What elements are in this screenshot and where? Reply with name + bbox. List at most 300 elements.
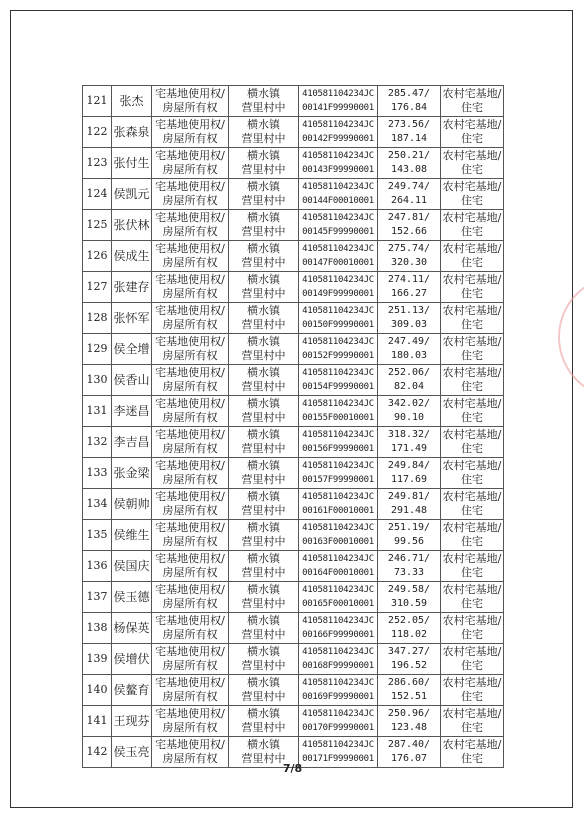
row-number-cell: 128 xyxy=(83,303,112,334)
right-type-line: 房屋所有权 xyxy=(162,721,218,734)
right-type-line: 房屋所有权 xyxy=(162,194,218,207)
location-cell xyxy=(229,644,299,675)
right-type-line: 房屋所有权 xyxy=(162,225,218,238)
land-use-line: 农村宅基地/ xyxy=(442,428,502,441)
owner-name-cell: 张付生 xyxy=(112,148,152,179)
parcel-code-cell xyxy=(299,427,378,458)
owner-name-cell: 侯玉亮 xyxy=(112,737,152,768)
row-number-cell: 122 xyxy=(83,117,112,148)
area-cell xyxy=(378,551,441,582)
right-type-cell xyxy=(152,396,229,427)
right-type-cell xyxy=(152,644,229,675)
area-line: 152.51 xyxy=(390,691,428,702)
location-line: 营里村中 xyxy=(241,349,286,362)
land-use-cell xyxy=(441,117,504,148)
land-use-line: 住宅 xyxy=(461,535,483,548)
location-cell xyxy=(229,210,299,241)
right-type-line: 房屋所有权 xyxy=(162,597,218,610)
land-use-cell xyxy=(441,551,504,582)
area-cell xyxy=(378,365,441,396)
parcel-code-line: 00168F99990001 xyxy=(302,661,374,671)
land-use-line: 住宅 xyxy=(461,473,483,486)
right-type-line: 宅基地使用权/ xyxy=(155,304,225,317)
area-cell xyxy=(378,489,441,520)
table-row xyxy=(83,272,504,303)
table-row xyxy=(83,551,504,582)
location-cell xyxy=(229,613,299,644)
parcel-code-line: 410581104234JC xyxy=(302,678,374,688)
right-type-line: 宅基地使用权/ xyxy=(155,397,225,410)
owner-name-cell: 侯凯元 xyxy=(112,179,152,210)
registration-table xyxy=(82,85,504,768)
location-line: 营里村中 xyxy=(241,721,286,734)
area-cell xyxy=(378,334,441,365)
row-number-cell: 125 xyxy=(83,210,112,241)
right-type-cell xyxy=(152,365,229,396)
area-line: 275.74/ xyxy=(387,243,431,254)
land-use-cell xyxy=(441,427,504,458)
land-use-line: 住宅 xyxy=(461,256,483,269)
parcel-code-line: 00161F00010001 xyxy=(302,506,374,516)
row-number-cell: 141 xyxy=(83,706,112,737)
owner-name-cell: 张伏林 xyxy=(112,210,152,241)
land-use-line: 住宅 xyxy=(461,132,483,145)
right-type-line: 宅基地使用权/ xyxy=(155,521,225,534)
row-number-cell: 126 xyxy=(83,241,112,272)
land-use-line: 农村宅基地/ xyxy=(442,459,502,472)
land-use-cell xyxy=(441,396,504,427)
row-number-cell: 133 xyxy=(83,458,112,489)
parcel-code-line: 00141F99990001 xyxy=(302,103,374,113)
right-type-cell xyxy=(152,86,229,117)
parcel-code-line: 410581104234JC xyxy=(302,647,374,657)
location-line: 营里村中 xyxy=(241,690,286,703)
right-type-cell xyxy=(152,675,229,706)
right-type-line: 宅基地使用权/ xyxy=(155,242,225,255)
area-line: 252.06/ xyxy=(387,367,431,378)
location-line: 横水镇 xyxy=(247,707,280,720)
area-line: 249.74/ xyxy=(387,181,431,192)
table-row xyxy=(83,396,504,427)
location-line: 横水镇 xyxy=(247,614,280,627)
area-cell xyxy=(378,706,441,737)
area-line: 143.08 xyxy=(390,164,428,175)
right-type-line: 房屋所有权 xyxy=(162,132,218,145)
row-number-cell: 142 xyxy=(83,737,112,768)
right-type-line: 宅基地使用权/ xyxy=(155,583,225,596)
parcel-code-line: 00147F00010001 xyxy=(302,258,374,268)
location-cell xyxy=(229,675,299,706)
right-type-line: 房屋所有权 xyxy=(162,442,218,455)
location-line: 营里村中 xyxy=(241,473,286,486)
table-row xyxy=(83,210,504,241)
parcel-code-line: 410581104234JC xyxy=(302,306,374,316)
area-line: 274.11/ xyxy=(387,274,431,285)
right-type-line: 宅基地使用权/ xyxy=(155,87,225,100)
land-use-cell xyxy=(441,675,504,706)
right-type-line: 宅基地使用权/ xyxy=(155,428,225,441)
owner-name-cell: 侯国庆 xyxy=(112,551,152,582)
right-type-line: 宅基地使用权/ xyxy=(155,490,225,503)
land-use-cell xyxy=(441,520,504,551)
location-line: 横水镇 xyxy=(247,366,280,379)
parcel-code-line: 00163F00010001 xyxy=(302,537,374,547)
area-line: 166.27 xyxy=(390,288,428,299)
parcel-code-cell xyxy=(299,520,378,551)
land-use-cell xyxy=(441,706,504,737)
right-type-line: 房屋所有权 xyxy=(162,659,218,672)
parcel-code-cell xyxy=(299,489,378,520)
parcel-code-line: 410581104234JC xyxy=(302,182,374,192)
area-line: 176.84 xyxy=(390,102,428,113)
land-use-line: 住宅 xyxy=(461,318,483,331)
area-line: 171.49 xyxy=(390,443,428,454)
area-cell xyxy=(378,210,441,241)
parcel-code-line: 410581104234JC xyxy=(302,554,374,564)
parcel-code-cell xyxy=(299,303,378,334)
parcel-code-cell xyxy=(299,582,378,613)
area-line: 249.84/ xyxy=(387,460,431,471)
parcel-code-cell xyxy=(299,675,378,706)
area-line: 90.10 xyxy=(393,412,425,423)
land-use-line: 住宅 xyxy=(461,690,483,703)
table-row xyxy=(83,179,504,210)
parcel-code-line: 410581104234JC xyxy=(302,430,374,440)
owner-name-cell: 侯维生 xyxy=(112,520,152,551)
right-type-line: 房屋所有权 xyxy=(162,535,218,548)
area-line: 309.03 xyxy=(390,319,428,330)
land-use-cell xyxy=(441,303,504,334)
area-line: 118.02 xyxy=(390,629,428,640)
land-use-line: 农村宅基地/ xyxy=(442,149,502,162)
table-row xyxy=(83,582,504,613)
land-use-line: 住宅 xyxy=(461,349,483,362)
right-type-cell xyxy=(152,582,229,613)
location-line: 横水镇 xyxy=(247,521,280,534)
parcel-code-line: 410581104234JC xyxy=(302,523,374,533)
area-cell xyxy=(378,458,441,489)
right-type-line: 房屋所有权 xyxy=(162,566,218,579)
parcel-code-cell xyxy=(299,334,378,365)
right-type-cell xyxy=(152,613,229,644)
parcel-code-cell xyxy=(299,148,378,179)
location-line: 横水镇 xyxy=(247,676,280,689)
parcel-code-line: 00152F99990001 xyxy=(302,351,374,361)
parcel-code-cell xyxy=(299,117,378,148)
row-number-cell: 138 xyxy=(83,613,112,644)
location-line: 营里村中 xyxy=(241,752,286,765)
area-cell xyxy=(378,272,441,303)
location-line: 营里村中 xyxy=(241,194,286,207)
parcel-code-line: 00149F99990001 xyxy=(302,289,374,299)
row-number-cell: 135 xyxy=(83,520,112,551)
area-line: 249.58/ xyxy=(387,584,431,595)
land-use-line: 农村宅基地/ xyxy=(442,614,502,627)
area-line: 246.71/ xyxy=(387,553,431,564)
parcel-code-line: 410581104234JC xyxy=(302,244,374,254)
location-cell xyxy=(229,489,299,520)
location-line: 营里村中 xyxy=(241,442,286,455)
owner-name-cell: 侯鳌育 xyxy=(112,675,152,706)
right-type-line: 宅基地使用权/ xyxy=(155,459,225,472)
land-use-line: 住宅 xyxy=(461,628,483,641)
right-type-line: 房屋所有权 xyxy=(162,504,218,517)
row-number-cell: 131 xyxy=(83,396,112,427)
land-use-line: 农村宅基地/ xyxy=(442,180,502,193)
land-use-line: 住宅 xyxy=(461,504,483,517)
parcel-code-cell xyxy=(299,396,378,427)
parcel-code-cell xyxy=(299,458,378,489)
area-line: 318.32/ xyxy=(387,429,431,440)
land-use-line: 农村宅基地/ xyxy=(442,397,502,410)
right-type-cell xyxy=(152,458,229,489)
land-use-line: 农村宅基地/ xyxy=(442,118,502,131)
parcel-code-line: 410581104234JC xyxy=(302,492,374,502)
right-type-line: 宅基地使用权/ xyxy=(155,335,225,348)
parcel-code-cell xyxy=(299,551,378,582)
table-row xyxy=(83,241,504,272)
location-cell xyxy=(229,86,299,117)
right-type-cell xyxy=(152,520,229,551)
parcel-code-line: 00154F99990001 xyxy=(302,382,374,392)
right-type-line: 房屋所有权 xyxy=(162,287,218,300)
right-type-line: 宅基地使用权/ xyxy=(155,552,225,565)
parcel-code-line: 410581104234JC xyxy=(302,337,374,347)
right-type-line: 宅基地使用权/ xyxy=(155,118,225,131)
parcel-code-line: 410581104234JC xyxy=(302,740,374,750)
area-line: 285.47/ xyxy=(387,88,431,99)
area-line: 291.48 xyxy=(390,505,428,516)
area-line: 310.59 xyxy=(390,598,428,609)
right-type-line: 房屋所有权 xyxy=(162,318,218,331)
location-line: 营里村中 xyxy=(241,566,286,579)
parcel-code-line: 410581104234JC xyxy=(302,709,374,719)
land-use-line: 住宅 xyxy=(461,442,483,455)
row-number-cell: 129 xyxy=(83,334,112,365)
right-type-cell xyxy=(152,334,229,365)
owner-name-cell: 侯全增 xyxy=(112,334,152,365)
right-type-line: 房屋所有权 xyxy=(162,690,218,703)
location-cell xyxy=(229,117,299,148)
location-line: 横水镇 xyxy=(247,428,280,441)
parcel-code-cell xyxy=(299,241,378,272)
table-row xyxy=(83,148,504,179)
location-cell xyxy=(229,396,299,427)
area-line: 247.81/ xyxy=(387,212,431,223)
location-line: 横水镇 xyxy=(247,583,280,596)
land-use-line: 住宅 xyxy=(461,566,483,579)
land-use-cell xyxy=(441,86,504,117)
table-row xyxy=(83,365,504,396)
location-line: 横水镇 xyxy=(247,738,280,751)
area-line: 342.02/ xyxy=(387,398,431,409)
row-number-cell: 137 xyxy=(83,582,112,613)
land-use-line: 农村宅基地/ xyxy=(442,676,502,689)
location-line: 营里村中 xyxy=(241,411,286,424)
parcel-code-line: 00143F99990001 xyxy=(302,165,374,175)
parcel-code-cell xyxy=(299,179,378,210)
land-use-line: 农村宅基地/ xyxy=(442,335,502,348)
location-line: 横水镇 xyxy=(247,180,280,193)
location-line: 营里村中 xyxy=(241,101,286,114)
area-cell xyxy=(378,241,441,272)
right-type-line: 房屋所有权 xyxy=(162,256,218,269)
owner-name-cell: 侯香山 xyxy=(112,365,152,396)
parcel-code-line: 00170F99990001 xyxy=(302,723,374,733)
location-cell xyxy=(229,551,299,582)
row-number-cell: 139 xyxy=(83,644,112,675)
row-number-cell: 124 xyxy=(83,179,112,210)
location-line: 营里村中 xyxy=(241,597,286,610)
right-type-cell xyxy=(152,179,229,210)
location-line: 营里村中 xyxy=(241,380,286,393)
land-use-line: 住宅 xyxy=(461,659,483,672)
row-number-cell: 132 xyxy=(83,427,112,458)
location-line: 营里村中 xyxy=(241,318,286,331)
row-number-cell: 134 xyxy=(83,489,112,520)
table-row xyxy=(83,303,504,334)
location-line: 营里村中 xyxy=(241,659,286,672)
location-cell xyxy=(229,303,299,334)
parcel-code-line: 410581104234JC xyxy=(302,399,374,409)
parcel-code-line: 00144F00010001 xyxy=(302,196,374,206)
land-use-cell xyxy=(441,241,504,272)
page-number: 7/8 xyxy=(282,762,303,775)
area-cell xyxy=(378,613,441,644)
row-number-cell: 127 xyxy=(83,272,112,303)
row-number-cell: 140 xyxy=(83,675,112,706)
land-use-line: 农村宅基地/ xyxy=(442,707,502,720)
parcel-code-cell xyxy=(299,644,378,675)
location-cell xyxy=(229,582,299,613)
owner-name-cell: 张建存 xyxy=(112,272,152,303)
land-use-line: 农村宅基地/ xyxy=(442,490,502,503)
location-line: 横水镇 xyxy=(247,242,280,255)
parcel-code-cell xyxy=(299,365,378,396)
parcel-code-line: 410581104234JC xyxy=(302,585,374,595)
location-line: 营里村中 xyxy=(241,132,286,145)
parcel-code-line: 410581104234JC xyxy=(302,616,374,626)
area-line: 250.96/ xyxy=(387,708,431,719)
owner-name-cell: 侯增伏 xyxy=(112,644,152,675)
area-line: 176.07 xyxy=(390,753,428,764)
area-line: 249.81/ xyxy=(387,491,431,502)
land-use-line: 住宅 xyxy=(461,721,483,734)
parcel-code-line: 00169F99990001 xyxy=(302,692,374,702)
owner-name-cell: 侯成生 xyxy=(112,241,152,272)
right-type-cell xyxy=(152,148,229,179)
parcel-code-line: 00165F00010001 xyxy=(302,599,374,609)
right-type-line: 宅基地使用权/ xyxy=(155,614,225,627)
row-number-cell: 130 xyxy=(83,365,112,396)
parcel-code-line: 410581104234JC xyxy=(302,120,374,130)
parcel-code-line: 00166F99990001 xyxy=(302,630,374,640)
right-type-line: 宅基地使用权/ xyxy=(155,149,225,162)
location-line: 横水镇 xyxy=(247,273,280,286)
right-type-line: 房屋所有权 xyxy=(162,473,218,486)
land-use-cell xyxy=(441,148,504,179)
parcel-code-line: 410581104234JC xyxy=(302,151,374,161)
parcel-code-line: 00171F99990001 xyxy=(302,754,374,764)
area-line: 82.04 xyxy=(393,381,425,392)
land-use-line: 农村宅基地/ xyxy=(442,552,502,565)
owner-name-cell: 杨保英 xyxy=(112,613,152,644)
area-line: 73.33 xyxy=(393,567,425,578)
parcel-code-line: 410581104234JC xyxy=(302,275,374,285)
seal-stamp xyxy=(558,270,584,400)
land-use-line: 住宅 xyxy=(461,101,483,114)
owner-name-cell: 张怀军 xyxy=(112,303,152,334)
table-row xyxy=(83,613,504,644)
right-type-line: 宅基地使用权/ xyxy=(155,676,225,689)
location-cell xyxy=(229,706,299,737)
owner-name-cell: 侯玉德 xyxy=(112,582,152,613)
land-use-line: 农村宅基地/ xyxy=(442,211,502,224)
right-type-cell xyxy=(152,489,229,520)
area-cell xyxy=(378,303,441,334)
right-type-cell xyxy=(152,706,229,737)
parcel-code-line: 00157F99990001 xyxy=(302,475,374,485)
land-use-line: 农村宅基地/ xyxy=(442,366,502,379)
area-line: 287.40/ xyxy=(387,739,431,750)
table-row xyxy=(83,427,504,458)
parcel-code-cell xyxy=(299,613,378,644)
land-use-line: 住宅 xyxy=(461,380,483,393)
right-type-cell xyxy=(152,117,229,148)
area-line: 99.56 xyxy=(393,536,425,547)
location-line: 横水镇 xyxy=(247,335,280,348)
owner-name-cell: 王现芬 xyxy=(112,706,152,737)
owner-name-cell: 张森泉 xyxy=(112,117,152,148)
location-cell xyxy=(229,334,299,365)
location-line: 横水镇 xyxy=(247,149,280,162)
location-cell xyxy=(229,365,299,396)
parcel-code-line: 00142F99990001 xyxy=(302,134,374,144)
right-type-line: 房屋所有权 xyxy=(162,380,218,393)
land-use-cell xyxy=(441,179,504,210)
land-use-line: 住宅 xyxy=(461,752,483,765)
right-type-cell xyxy=(152,427,229,458)
table-body xyxy=(83,86,504,768)
location-line: 营里村中 xyxy=(241,163,286,176)
location-line: 横水镇 xyxy=(247,304,280,317)
right-type-cell xyxy=(152,303,229,334)
parcel-code-cell xyxy=(299,210,378,241)
area-line: 273.56/ xyxy=(387,119,431,130)
right-type-line: 宅基地使用权/ xyxy=(155,645,225,658)
parcel-code-line: 00164F00010001 xyxy=(302,568,374,578)
location-line: 横水镇 xyxy=(247,490,280,503)
land-use-line: 农村宅基地/ xyxy=(442,521,502,534)
location-line: 营里村中 xyxy=(241,256,286,269)
right-type-line: 宅基地使用权/ xyxy=(155,180,225,193)
right-type-cell xyxy=(152,241,229,272)
row-number-cell: 121 xyxy=(83,86,112,117)
area-cell xyxy=(378,582,441,613)
location-line: 营里村中 xyxy=(241,504,286,517)
parcel-code-line: 00150F99990001 xyxy=(302,320,374,330)
area-line: 252.05/ xyxy=(387,615,431,626)
table-row xyxy=(83,86,504,117)
land-use-cell xyxy=(441,582,504,613)
location-line: 横水镇 xyxy=(247,118,280,131)
area-line: 250.21/ xyxy=(387,150,431,161)
right-type-cell xyxy=(152,210,229,241)
land-use-line: 住宅 xyxy=(461,225,483,238)
location-line: 横水镇 xyxy=(247,552,280,565)
location-cell xyxy=(229,179,299,210)
land-use-line: 住宅 xyxy=(461,163,483,176)
